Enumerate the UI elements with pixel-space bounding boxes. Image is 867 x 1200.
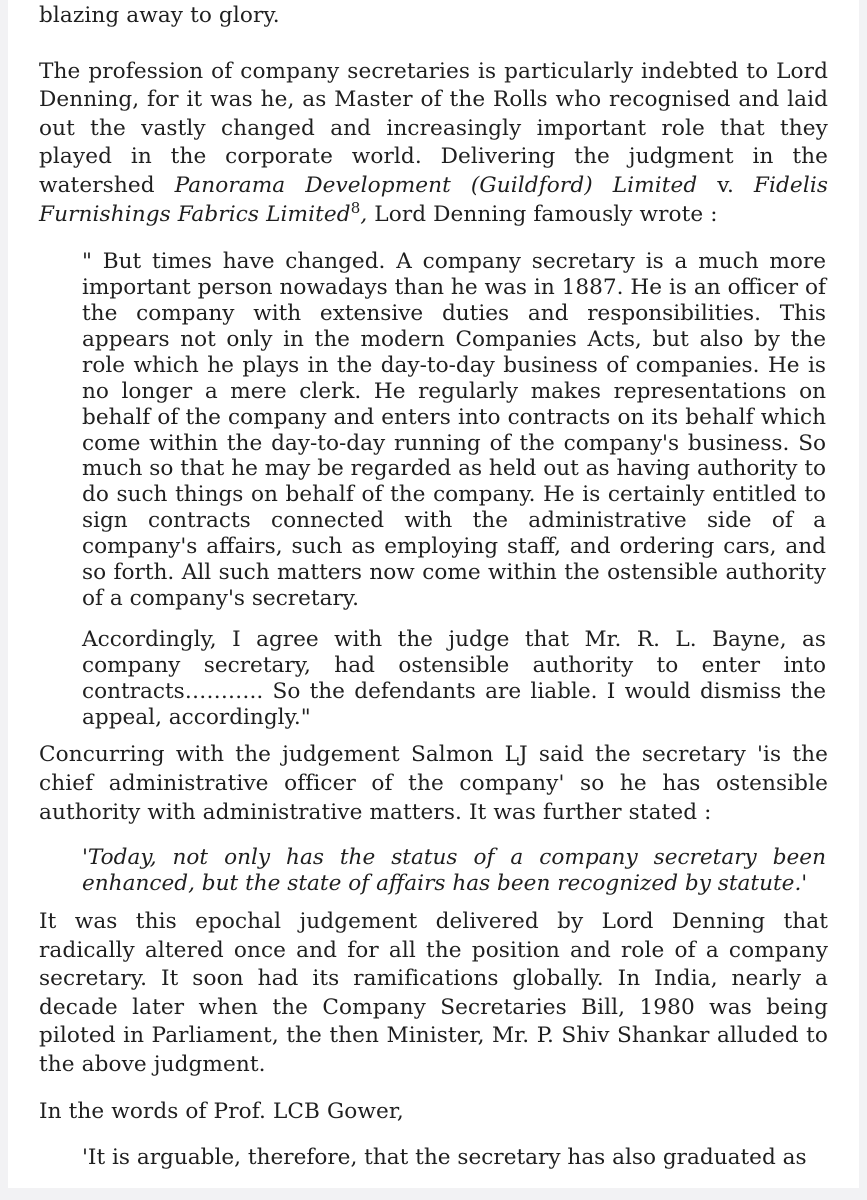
quote-gower: 'It is arguable, therefore, that the secretary has also graduated as (82, 1145, 807, 1171)
case-comma: , (360, 201, 368, 227)
footnote-marker[interactable]: 8 (350, 198, 361, 217)
paragraph-gower: In the words of Prof. LCB Gower, (39, 1098, 404, 1124)
case-versus: v. (697, 172, 754, 198)
paragraph-epochal: It was this epochal judgement delivered by Lord Denning that radically altered once and for all the position and role of a company secretary. It soon had its ramifications globally. In India, nearly a decade later when the Company Secretaries Bill, 1980 was being piloted in Parliament, the then Minister, Mr. P. Shiv Shankar alluded to the above judgment. (39, 909, 828, 1078)
quote-denning-part1: " But times have changed. A company secretary is a much more important person nowadays than he was in 1887. He is an officer of the company with extensive duties and responsibilities. This appears not only in the modern Companies Acts, but also by the role which he plays in the day-to-day business of companies. He is no longer a mere clerk. He regularly makes representations on behalf of the company and enters into contracts on its behalf which come within the day-to-day running of the company's business. So much so that he may be regarded as held out as having authority to do such things on behalf of the company. He is certainly entitled to sign contracts connected with the administrative side of a company's affairs, such as employing staff, and ordering cars, and so forth. All such matters now come within the ostensible authority of a company's secretary. (82, 249, 826, 611)
quote-salmon (39, 845, 828, 897)
quote-salmon-text: 'Today, not only has the status of a company secretary been enhanced, but the state of affairs has been recognized by statute.' (82, 845, 826, 897)
document-page (8, 0, 859, 1188)
paragraph-denning (39, 58, 828, 230)
quote-denning-part2: Accordingly, I agree with the judge that Mr. R. L. Bayne, as company secretary, had ostensible authority to enter into contracts……….. So the defendants are liable. I would dismiss the appeal, accordingly." (82, 626, 826, 730)
paragraph-denning-text: The profession of company secretaries is particularly indebted to Lord Denning, for it was he, as Master of the Rolls who recognised and laid out the vastly changed and increasingly important role that they played in the corporate world. Delivering the judgment in the watershed (39, 58, 828, 198)
case-name-fidelis: Fidelis Furnishings Fabrics Limited (39, 172, 829, 227)
paragraph-denning-tail: Lord Denning famously wrote : (367, 201, 718, 227)
page-bottom-margin (0, 1188, 867, 1200)
paragraph-intro-fragment: blazing away to glory. (39, 3, 280, 28)
case-name-panorama: Panorama Development (Guildford) Limited (174, 172, 698, 198)
paragraph-salmon: Concurring with the judgement Salmon LJ said the secretary 'is the chief administrative officer of the company' so he has ostensible authority with administrative matters. It was further stated : (39, 742, 828, 825)
